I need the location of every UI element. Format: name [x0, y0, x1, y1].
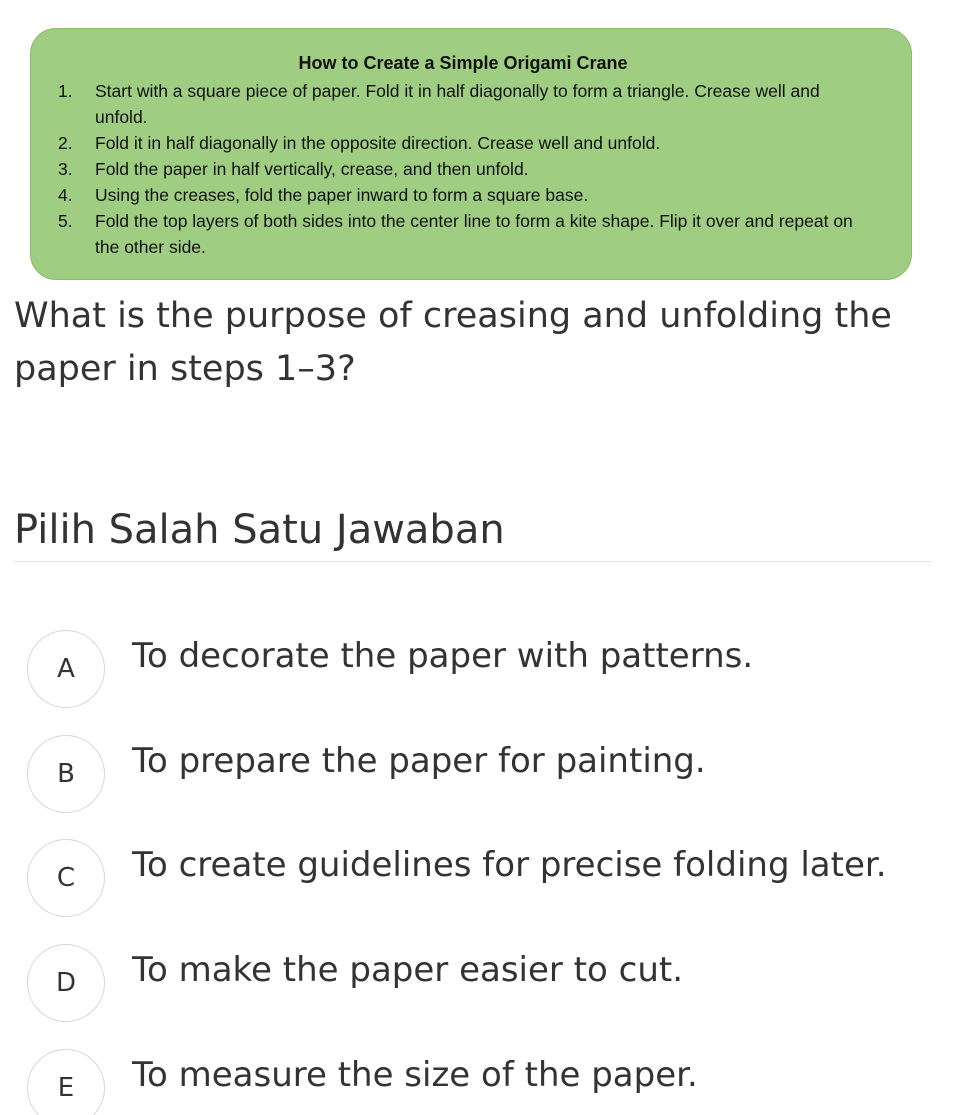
step-number: 5. [58, 211, 73, 231]
instruction-step [55, 182, 871, 208]
option-text[interactable]: To make the paper easier to cut. [132, 950, 684, 990]
option-d[interactable] [27, 944, 927, 1024]
step-text: Fold the paper in half vertically, crease, and then unfold. [95, 159, 529, 179]
option-b[interactable] [27, 735, 927, 815]
option-text[interactable]: To prepare the paper for painting. [132, 741, 706, 781]
step-number: 1. [58, 81, 73, 101]
instruction-steps [55, 78, 871, 260]
question-text: What is the purpose of creasing and unfolding the paper in steps 1–3? [14, 296, 892, 389]
step-text: Fold the top layers of both sides into the center line to form a kite shape. Flip it over and repeat on the other side. [95, 211, 853, 257]
instruction-step [55, 130, 871, 156]
option-c[interactable] [27, 839, 927, 919]
option-text[interactable]: To create guidelines for precise folding later. [132, 845, 887, 885]
instruction-step [55, 208, 871, 260]
step-text: Using the creases, fold the paper inward to form a square base. [95, 185, 589, 205]
instruction-step [55, 156, 871, 182]
step-text: Start with a square piece of paper. Fold it in half diagonally to form a triangle. Crease well and unfold. [95, 81, 820, 127]
option-letter-circle[interactable]: E [27, 1049, 105, 1115]
option-letter-circle[interactable]: C [27, 839, 105, 917]
divider [14, 561, 932, 562]
instruction-title: How to Create a Simple Origami Crane [298, 53, 628, 73]
step-number: 2. [58, 133, 73, 153]
step-number: 4. [58, 185, 73, 205]
instruction-card [30, 28, 912, 280]
answer-heading: Pilih Salah Satu Jawaban [14, 507, 505, 553]
option-e[interactable] [27, 1049, 927, 1115]
option-letter-circle[interactable]: B [27, 735, 105, 813]
step-text: Fold it in half diagonally in the opposite direction. Crease well and unfold. [95, 133, 661, 153]
instruction-step [55, 78, 871, 130]
option-text[interactable]: To decorate the paper with patterns. [132, 636, 754, 676]
option-text[interactable]: To measure the size of the paper. [132, 1055, 698, 1095]
step-number: 3. [58, 159, 73, 179]
option-letter-circle[interactable]: D [27, 944, 105, 1022]
option-letter-circle[interactable]: A [27, 630, 105, 708]
option-a[interactable] [27, 630, 927, 710]
